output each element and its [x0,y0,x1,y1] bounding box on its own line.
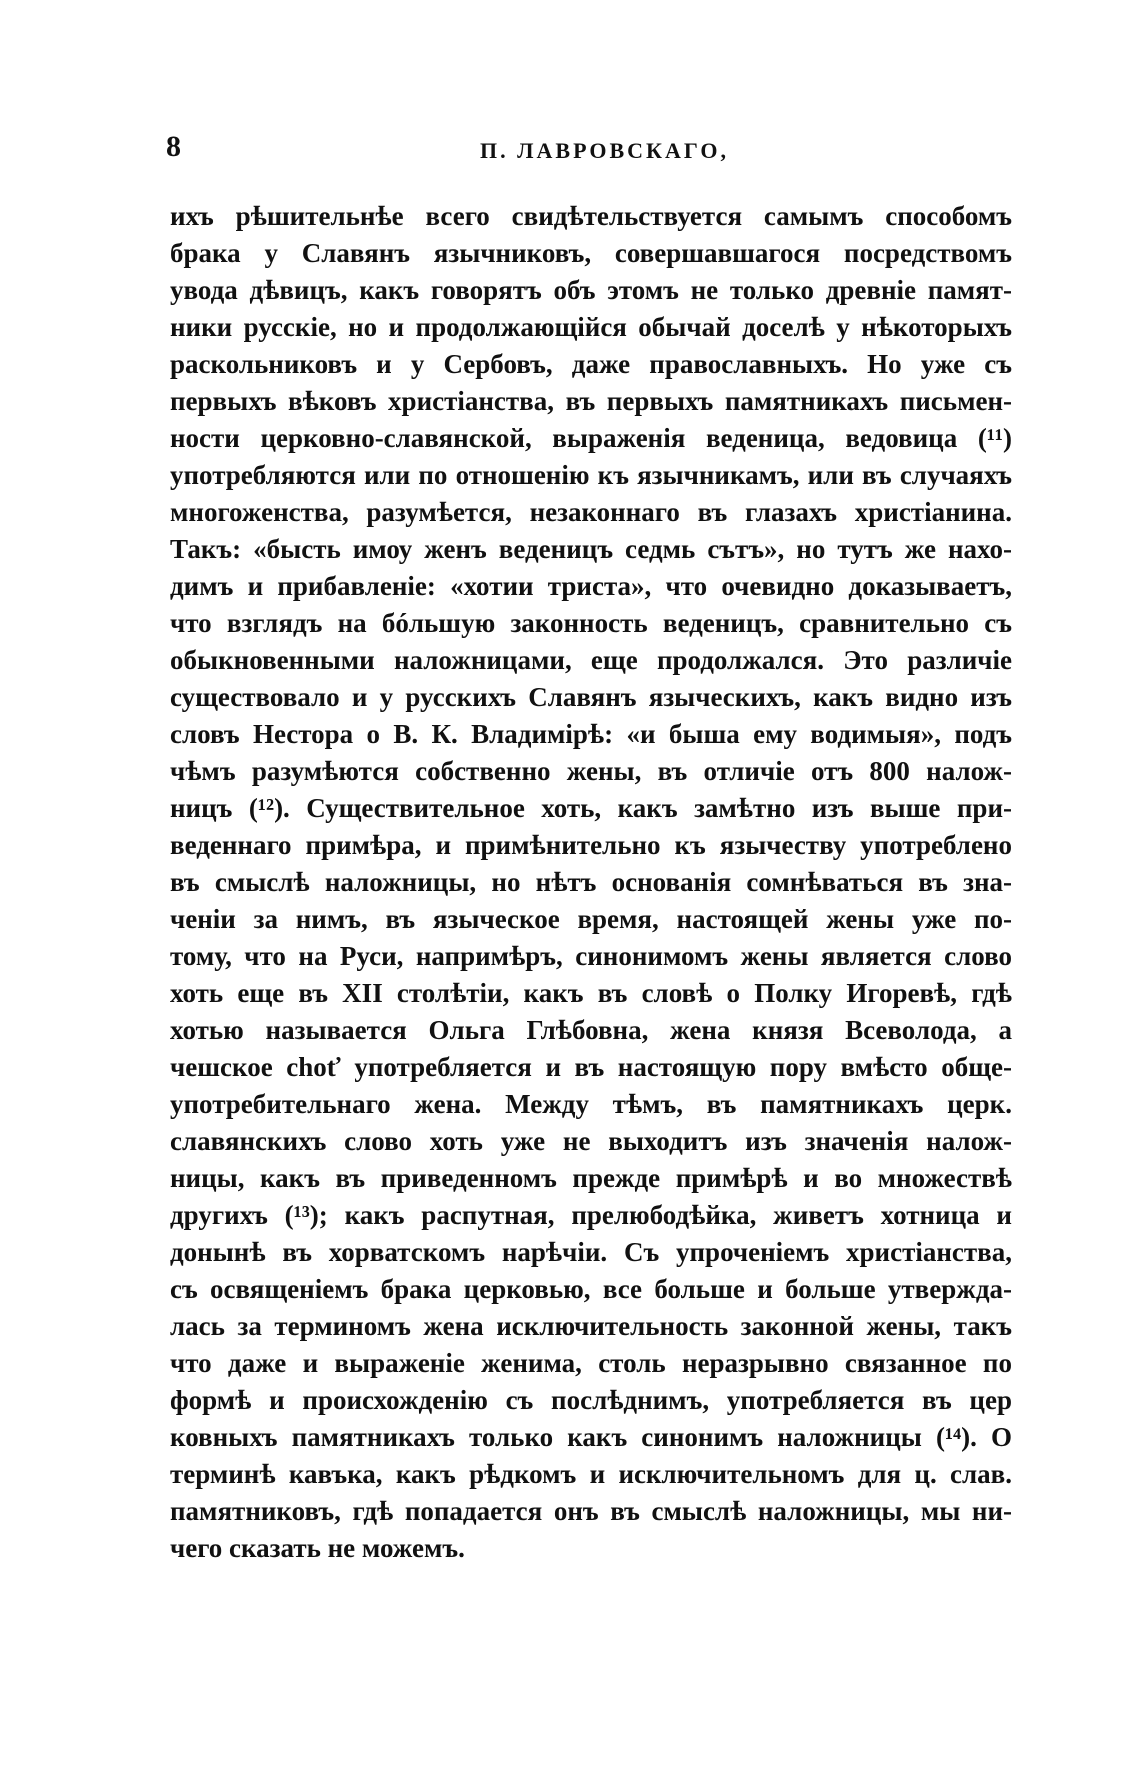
text-line: памятниковъ, гдѣ попадается онъ въ смыслѣ наложницы, мы ни- [170,1496,1012,1526]
text-line: увода дѣвицъ, какъ говорятъ объ этомъ не только древніе памят- [170,275,1012,305]
text-line: донынѣ въ хорватскомъ нарѣчіи. Съ упроченіемъ христіанства, [170,1237,1012,1267]
page-number: 8 [166,130,181,163]
body-text [170,198,1012,1567]
text-line: другихъ (¹³); какъ распутная, прелюбодѣйка, живетъ хотница и [170,1200,1012,1230]
text-line: лась за терминомъ жена исключительность законной жены, такъ [170,1311,1012,1341]
text-line: существовало и у русскихъ Славянъ языческихъ, какъ видно изъ [170,682,1012,712]
text-line: хоть еще въ XII столѣтіи, какъ въ словѣ о Полку Игоревѣ, гдѣ [170,978,1012,1008]
text-line: ихъ рѣшительнѣе всего свидѣтельствуется самымъ способомъ [170,201,1012,231]
text-line: тому, что на Руси, напримѣръ, синонимомъ жены является слово [170,941,1012,971]
text-line: чѣмъ разумѣются собственно жены, въ отличіе отъ 800 налож- [170,756,1012,786]
text-line: терминѣ кавъка, какъ рѣдкомъ и исключительномъ для ц. слав. [170,1459,1012,1489]
text-line: въ смыслѣ наложницы, но нѣтъ основанія сомнѣваться въ зна- [170,867,1012,897]
text-line: славянскихъ слово хоть уже не выходитъ изъ значенія налож- [170,1126,1012,1156]
text-line: съ освященіемъ брака церковью, все больше и больше утвержда- [170,1274,1012,1304]
text-line: ницъ (¹²). Существительное хоть, какъ замѣтно изъ выше при- [170,793,1012,823]
text-line: словъ Нестора о В. К. Владимірѣ: «и быша ему водимыя», подъ [170,719,1012,749]
text-line: что взглядъ на бóльшую законность веденицъ, сравнительно съ [170,608,1012,638]
text-line: употребительнаго жена. Между тѣмъ, въ памятникахъ церк. [170,1089,1012,1119]
text-line: веденнаго примѣра, и примѣнительно къ язычеству употреблено [170,830,1012,860]
text-line: хотью называется Ольга Глѣбовна, жена князя Всеволода, а [170,1015,1012,1045]
text-line: брака у Славянъ язычниковъ, совершавшагося посредствомъ [170,238,1012,268]
text-line: ницы, какъ въ приведенномъ прежде примѣрѣ и во множествѣ [170,1163,1012,1193]
text-line: ченіи за нимъ, въ языческое время, настоящей жены уже по- [170,904,1012,934]
text-line: димъ и прибавленіе: «хотии триста», что очевидно доказываетъ, [170,571,1012,601]
text-line: многоженства, разумѣется, незаконнаго въ глазахъ христіанина. [170,497,1012,527]
text-line: чешское choť употребляется и въ настоящую пору вмѣсто обще- [170,1052,1012,1082]
text-line: ковныхъ памятникахъ только какъ синонимъ наложницы (¹⁴). О [170,1422,1012,1452]
text-line: формѣ и происхожденію съ послѣднимъ, употребляется въ цер [170,1385,1012,1415]
text-line: первыхъ вѣковъ христіанства, въ первыхъ памятникахъ письмен- [170,386,1012,416]
text-line: ности церковно-славянской, выраженія веденица, ведовица (¹¹) [170,423,1012,453]
text-line: обыкновенными наложницами, еще продолжался. Это различіе [170,645,1012,675]
text-line: употребляются или по отношенію къ язычникамъ, или въ случаяхъ [170,460,1012,490]
text-line: Такъ: «бысть имоу женъ веденицъ седмь сътъ», но тутъ же нахо- [170,534,1012,564]
text-line: ники русскіе, но и продолжающійся обычай доселѣ у нѣкоторыхъ [170,312,1012,342]
text-line: что даже и выраженіе женима, столь неразрывно связанное по [170,1348,1012,1378]
text-line: чего сказать не можемъ. [170,1533,465,1563]
text-line: раскольниковъ и у Сербовъ, даже православныхъ. Но уже съ [170,349,1012,379]
running-head: П. ЛАВРОВСКАГО, [480,138,729,163]
